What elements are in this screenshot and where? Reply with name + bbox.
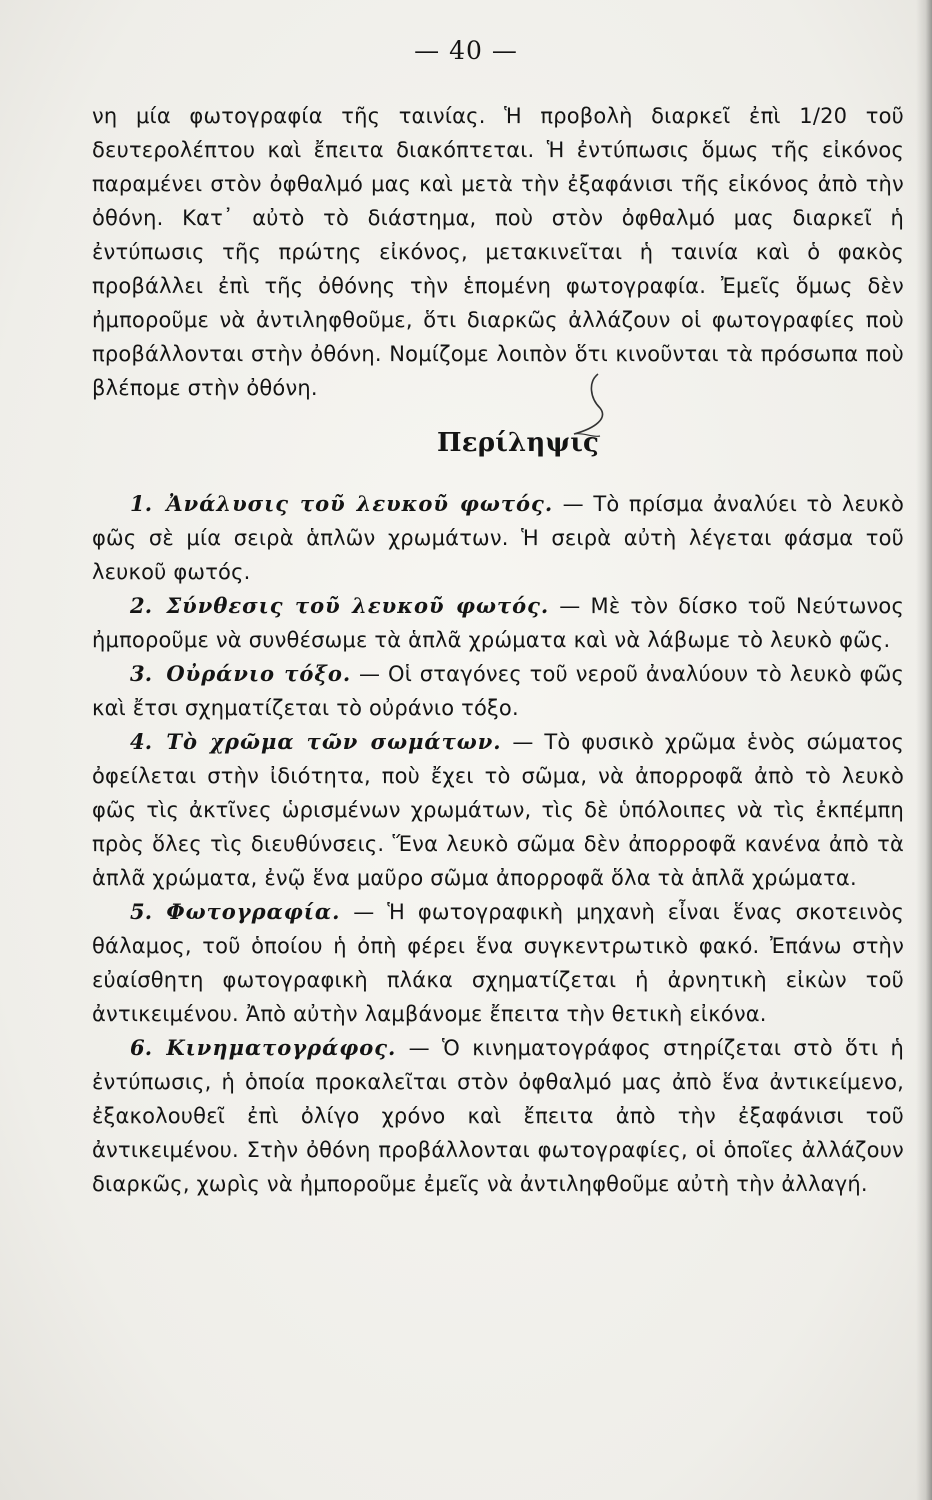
item-text: — Τὸ πρίσμα ἀναλύει τὸ λευκὸ φῶς σὲ μία σειρὰ ἁπλῶν χρωμάτων. Ἡ σειρὰ αὐτὴ λέγεται φάσμα τοῦ λευκοῦ φωτός. <box>92 492 904 584</box>
item-number: 4. <box>130 729 153 754</box>
item-text: — Ἡ φωτογραφικὴ μηχανὴ εἶναι ἕνας σκοτεινὸς θάλαμος, τοῦ ὁποίου ἡ ὀπὴ φέρει ἕνα συγκεντρωτικὸ φακό. Ἐπάνω στὴν εὐαίσθητη φωτογραφικὴ πλάκα σχηματίζεται ἡ ἀρνητικὴ εἰκὼν τοῦ ἀντικειμένου. Ἀπὸ αὐτὴν λαμβάνομε ἔπειτα τὴν θετικὴ εἰκόνα. <box>92 900 904 1026</box>
item-text: — Μὲ τὸν δίσκο τοῦ Νεύτωνος ἠμποροῦμε νὰ συνθέσωμε τὰ ἁπλᾶ χρώματα καὶ νὰ λάβωμε τὸ λευκὸ φῶς. <box>92 594 904 652</box>
item-text: — Τὸ φυσικὸ χρῶμα ἑνὸς σώματος ὀφείλεται στὴν ἰδιότητα, ποὺ ἔχει τὸ σῶμα, νὰ ἀπορροφᾶ ἀπὸ τὸ λευκὸ φῶς τὶς ἀκτῖνες ὡρισμένων χρωμάτων, τὶς δὲ ὑπόλοιπες νὰ τὶς ἐκπέμπη πρὸς ὅλες τὶς διευθύνσεις. Ἕνα λευκὸ σῶμα δὲν ἀπορροφᾶ κανένα ἀπὸ τὰ ἁπλᾶ χρώματα, ἐνῷ ἕνα μαῦρο σῶμα ἀπορροφᾶ ὅλα τὰ ἁπλᾶ χρώματα. <box>92 730 904 890</box>
item-term: Οὐράνιο τόξο. <box>166 661 352 686</box>
page-number: — 40 — <box>414 36 518 65</box>
item-number: 1. <box>130 491 153 516</box>
summary-item <box>92 725 904 895</box>
item-text: — Οἱ σταγόνες τοῦ νεροῦ ἀναλύουν τὸ λευκὸ φῶς καὶ ἔτσι σχηματίζεται τὸ οὐράνιο τόξο. <box>92 662 905 720</box>
page-content <box>92 99 904 1201</box>
item-term: Τὸ χρῶμα τῶν σωμάτων. <box>166 729 502 754</box>
item-number: 6. <box>130 1035 153 1060</box>
item-term: Σύνθεσις τοῦ λευκοῦ φωτός. <box>166 593 550 618</box>
item-term: Ἀνάλυσις τοῦ λευκοῦ φωτός. <box>166 491 554 516</box>
summary-item <box>92 1031 904 1201</box>
item-number: 5. <box>130 899 153 924</box>
summary-item <box>92 895 904 1031</box>
item-term: Φωτογραφία. <box>166 899 341 924</box>
summary-item <box>92 657 904 725</box>
item-term: Κινηματογράφος. <box>166 1035 397 1060</box>
summary-heading: Περίληψις <box>436 428 600 458</box>
item-number: 2. <box>130 593 153 618</box>
summary-item <box>92 487 904 589</box>
item-number: 3. <box>130 661 153 686</box>
intro-paragraph: νη μία φωτογραφία τῆς ταινίας. Ἡ προβολὴ διαρκεῖ ἐπὶ 1/20 τοῦ δευτερολέπτου καὶ ἔπειτα διακόπτεται. Ἡ ἐντύπωσις ὅμως τῆς εἰκόνος παραμένει στὸν ὀφθαλμό μας καὶ μετὰ τὴν ἐξαφάνισι τῆς εἰκόνος ἀπὸ τὴν ὀθόνη. Κατ᾿ αὐτὸ τὸ διάστημα, ποὺ στὸν ὀφθαλμό μας διαρκεῖ ἡ ἐντύπωσις τῆς πρώτης εἰκόνος, μετακινεῖται ἡ ταινία καὶ ὁ φακὸς προβάλλει ἐπὶ τῆς ὀθόνης τὴν ἑπομένη φωτογραφία. Ἐμεῖς ὅμως δὲν ἠμποροῦμε νὰ ἀντιληφθοῦμε, ὅτι διαρκῶς ἀλλάζουν οἱ φωτογραφίες ποὺ προβάλλονται στὴν ὀθόνη. Νομίζομε λοιπὸν ὅτι κινοῦνται τὰ πρόσωπα ποὺ βλέπομε στὴν ὀθόνη. <box>92 104 904 400</box>
summary-item <box>92 589 904 657</box>
page-edge-shadow <box>916 0 932 1500</box>
item-text: — Ὁ κινηματογράφος στηρίζεται στὸ ὅτι ἡ ἐντύπωσις, ἡ ὁποία προκαλεῖται στὸν ὀφθαλμό μας ἀπὸ ἕνα ἀντικείμενο, ἐξακολουθεῖ ἐπὶ ὀλίγο χρόνο καὶ ἔπειτα ἀπὸ τὴν ἐξαφάνισι τοῦ ἀντικειμένου. Στὴν ὀθόνη προβάλλονται φωτογραφίες, οἱ ὁποῖες ἀλλάζουν διαρκῶς, χωρὶς νὰ ἠμποροῦμε ἐμεῖς νὰ ἀντιληφθοῦμε αὐτὴ τὴν ἀλλαγή. <box>92 1036 904 1196</box>
